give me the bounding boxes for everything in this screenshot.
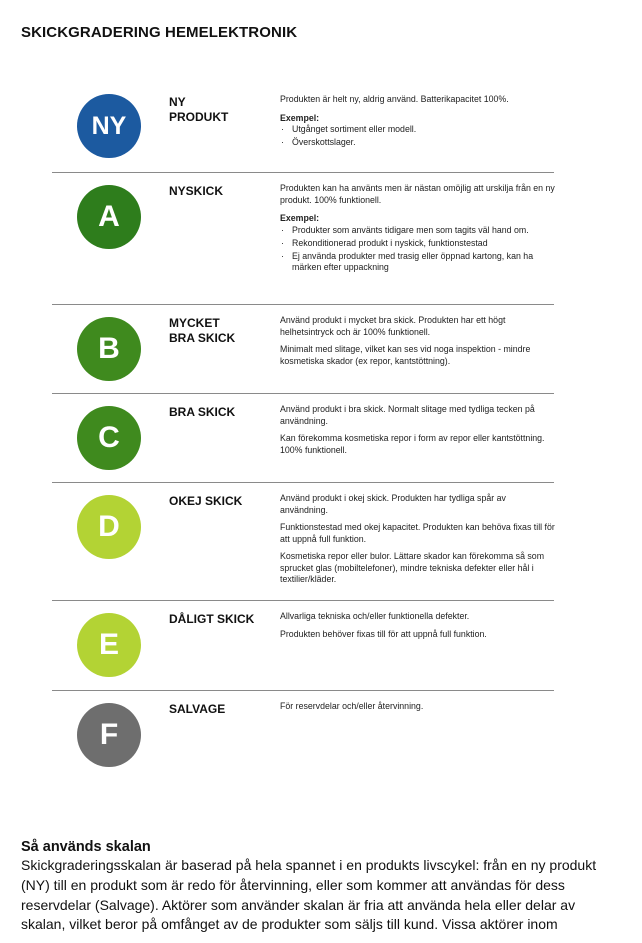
grade-paragraph: Produkten behöver fixas till för att uppnå full funktion. xyxy=(280,628,487,639)
grade-row xyxy=(52,601,554,691)
grade-description xyxy=(280,611,555,646)
grade-badge: E xyxy=(77,613,141,677)
grade-badge: B xyxy=(77,317,141,381)
grade-paragraph: För reservdelar och/eller återvinning. xyxy=(280,701,424,711)
grade-paragraph: Använd produkt i mycket bra skick. Produkten har ett högt helhetsintryck och är 100% funktionell. xyxy=(280,315,506,337)
grade-paragraph: Kan förekomma kosmetiska repor i form av repor eller kantstöttning. 100% funktionell. xyxy=(280,433,545,455)
example-item: · Överskottslager. xyxy=(280,137,555,149)
grade-description xyxy=(280,493,555,592)
grade-description xyxy=(280,701,555,719)
grade-name: SALVAGE xyxy=(169,702,226,716)
grade-name: NY PRODUKT xyxy=(169,95,229,124)
grade-badge: D xyxy=(77,495,141,559)
grade-paragraph: Minimalt med slitage, vilket kan ses vid noga inspektion - mindre kosmetiska skador (ex repor, kantstöttning). xyxy=(280,344,531,366)
grade-name: DÅLIGT SKICK xyxy=(169,612,255,626)
grade-description xyxy=(280,183,555,275)
grade-row xyxy=(52,691,554,781)
example-list xyxy=(280,225,555,274)
example-item: · Produkter som använts tidigare men som tagits väl hand om. xyxy=(280,225,555,237)
grade-row xyxy=(52,483,554,601)
example-list xyxy=(280,124,555,149)
grade-paragraph: Använd produkt i okej skick. Produkten har tydliga spår av användning. xyxy=(280,493,506,515)
grade-name: NYSKICK xyxy=(169,184,224,198)
grade-description xyxy=(280,315,555,373)
grade-row xyxy=(52,305,554,394)
grade-name: BRA SKICK xyxy=(169,405,236,419)
grade-badge: NY xyxy=(77,94,141,158)
grade-paragraph: Allvarliga tekniska och/eller funktionella defekter. xyxy=(280,611,470,621)
grade-row xyxy=(52,394,554,483)
grade-list xyxy=(52,80,554,781)
grade-description xyxy=(280,404,555,462)
grade-badge: C xyxy=(77,406,141,470)
usage-section xyxy=(21,838,621,935)
grade-paragraph: Kosmetiska repor eller bulor. Lättare skador kan förekomma så som sprucket glas (mobiltelefoner), mindre tekniska defekter eller hål i textilier/kläder. xyxy=(280,551,545,584)
grade-paragraph: Produkten är helt ny, aldrig använd. Batterikapacitet 100%. xyxy=(280,94,509,104)
grade-paragraph: Funktionstestad med okej kapacitet. Produkten kan behöva fixas till för att uppnå full funktion. xyxy=(280,522,555,544)
grade-row xyxy=(52,80,554,173)
grade-description xyxy=(280,94,555,150)
usage-text: Skickgraderingsskalan är baserad på hela spannet i en produkts livscykel: från en ny produkt (NY) till en produkt som är redo för återvinning, eller som kommer att användas för dess reservdelar (Salvage). Aktörer som använder skalan är fria att använda hela eller delar av skalan, vilket beror på omfånget av de produkter som säljs till kund. Vissa aktörer inom xyxy=(21,857,597,933)
grade-badge: F xyxy=(77,703,141,767)
usage-heading: Så används skalan xyxy=(21,839,151,855)
grade-paragraph: Använd produkt i bra skick. Normalt slitage med tydliga tecken på användning. xyxy=(280,404,535,426)
example-item: · Rekonditionerad produkt i nyskick, funktionstestad xyxy=(280,238,555,250)
grade-badge: A xyxy=(77,185,141,249)
grade-name: MYCKET BRA SKICK xyxy=(169,316,236,345)
example-item: · Utgånget sortiment eller modell. xyxy=(280,124,555,136)
example-label: Exempel: xyxy=(280,213,320,223)
example-item: · Ej använda produkter med trasig eller öppnad kartong, kan ha märken efter uppackning xyxy=(280,251,555,274)
page-title: SKICKGRADERING HEMELEKTRONIK xyxy=(21,24,298,41)
grade-name: OKEJ SKICK xyxy=(169,494,243,508)
grade-row xyxy=(52,173,554,305)
example-label: Exempel: xyxy=(280,112,320,123)
grade-paragraph: Produkten kan ha använts men är nästan omöjlig att urskilja från en ny produkt. 100% funktionell. xyxy=(280,183,555,205)
